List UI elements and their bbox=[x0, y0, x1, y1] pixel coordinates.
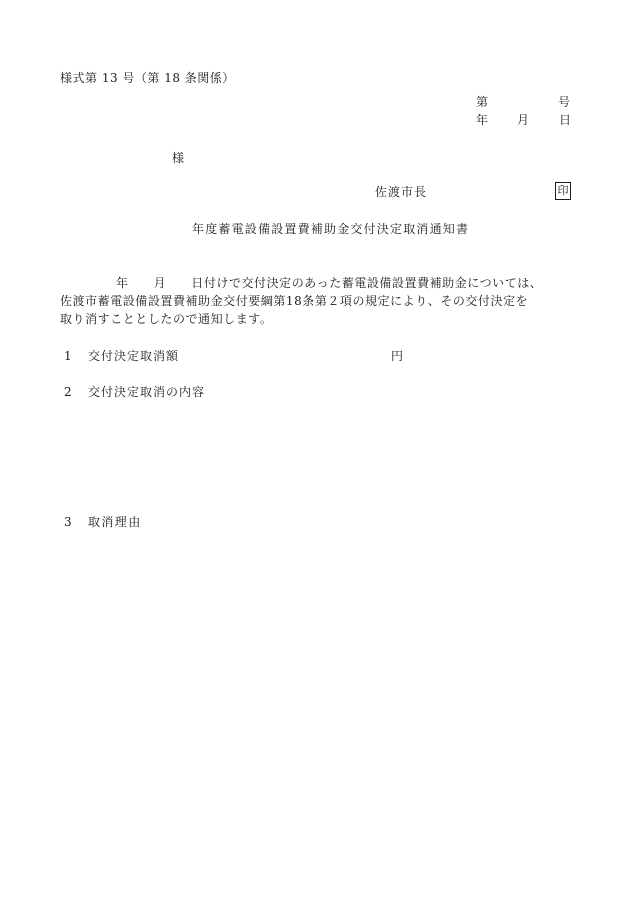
item-2-label: 交付決定取消の内容 bbox=[88, 385, 206, 399]
body-line-1: 年 月 日付けで交付決定のあった蓄電設備設置費補助金については、 bbox=[116, 276, 543, 290]
date-year-label: 年 bbox=[476, 113, 489, 127]
item-1-unit: 円 bbox=[391, 349, 404, 363]
seal-box: 印 bbox=[555, 182, 571, 200]
form-number: 様式第 13 号（第 18 条関係） bbox=[60, 71, 235, 85]
item-3-label: 取消理由 bbox=[88, 515, 142, 529]
item-2-number: 2 bbox=[64, 385, 72, 399]
issuer-name: 佐渡市長 bbox=[375, 185, 428, 199]
body-line-3: 取り消すこととしたので通知します。 bbox=[60, 312, 273, 326]
document-title: 年度蓄電設備設置費補助金交付決定取消通知書 bbox=[192, 222, 470, 236]
body-paragraph bbox=[60, 274, 580, 328]
item-1-label: 交付決定取消額 bbox=[88, 349, 180, 363]
addressee-honorific: 様 bbox=[172, 151, 185, 165]
item-1-number: 1 bbox=[64, 349, 72, 363]
item-3-number: 3 bbox=[64, 515, 72, 529]
number-prefix: 第 bbox=[476, 95, 489, 109]
date-month-label: 月 bbox=[517, 113, 530, 127]
number-suffix: 号 bbox=[558, 95, 571, 109]
body-line-2: 佐渡市蓄電設備設置費補助金交付要綱第18条第２項の規定により、その交付決定を bbox=[60, 294, 529, 308]
date-day-label: 日 bbox=[559, 113, 572, 127]
